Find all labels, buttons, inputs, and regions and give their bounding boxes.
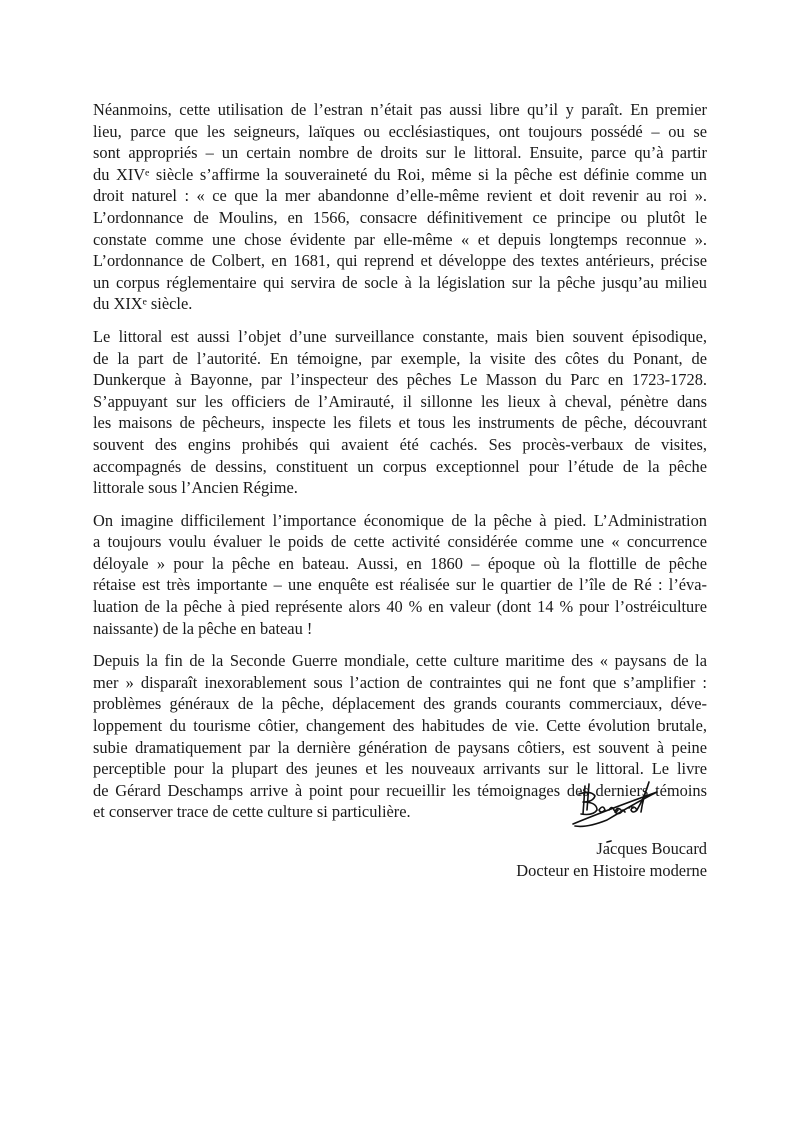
text-line: On imagine difficilement l’importance économique de la pêche à pied. L’Administration	[93, 510, 707, 530]
text-line: mer » disparaît inexorablement sous l’action de contraintes qui ne font que s’amplifier :	[93, 672, 707, 692]
text-line: déloyale » pour la pêche en bateau. Aussi, en 1860 – époque où la flottille de pêche	[93, 553, 707, 573]
text-line: loppement du tourisme côtier, changement des habitudes de vie. Cette évolution brutale,	[93, 716, 707, 736]
text-line: sont appropriés – un certain nombre de droits sur le littoral. Ensuite, parce qu’à partir	[93, 143, 707, 163]
text-line: problèmes généraux de la pêche, déplacement des grands courants commerciaux, déve-	[93, 694, 707, 714]
signatory-title: Docteur en Histoire moderne	[516, 860, 707, 880]
text-line: littorale sous l’Ancien Régime.	[93, 478, 298, 498]
text-line: et conserver trace de cette culture si particulière.	[93, 802, 411, 822]
paragraph-3	[93, 510, 707, 640]
text-line: L’ordonnance de Moulins, en 1566, consacre définitivement ce principe ou plutôt le	[93, 207, 707, 227]
text-line: constate comme une chose évidente par elle-même « et depuis longtemps reconnue ».	[93, 229, 707, 249]
text-line: Dunkerque à Bayonne, par l’inspecteur des pêches Le Masson du Parc en 1723-1728.	[93, 370, 707, 390]
text-line: S’appuyant sur les officiers de l’Amirauté, il sillonne les lieux à cheval, pénètre dans	[93, 391, 707, 411]
text-line: souvent des engins prohibés qui avaient été cachés. Ses procès-verbaux de visites,	[93, 434, 707, 454]
text-line: accompagnés de dessins, constituent un corpus exceptionnel pour l’étude de la pêche	[93, 456, 707, 476]
text-line: droit naturel : « ce que la mer abandonne d’elle-même revient et doit revenir au roi ».	[93, 186, 707, 206]
document-body	[93, 99, 707, 834]
text-line: Néanmoins, cette utilisation de l’estran n’était pas aussi libre qu’il y paraît. En premier	[93, 100, 707, 119]
text-line: subie dramatiquement par la dernière génération de paysans côtiers, est souvent à peine	[93, 737, 707, 757]
text-line: les maisons de pêcheurs, inspecte les filets et tous les instruments de pêche, découvrant	[93, 413, 707, 433]
signatory-name: Jacques Boucard	[596, 839, 707, 858]
text-line: L’ordonnance de Colbert, en 1681, qui reprend et développe des textes antérieurs, précise	[93, 251, 707, 271]
text-line: du XIXᵉ siècle.	[93, 294, 193, 314]
text-line: rétaise est très importante – une enquête est réalisée sur le quartier de l’île de Ré : l’éva-	[93, 575, 707, 595]
text-line: Depuis la fin de la Seconde Guerre mondiale, cette culture maritime des « paysans de la	[93, 651, 707, 671]
paragraph-1	[93, 99, 707, 315]
text-line: perceptible pour la plupart des jeunes et les nouveaux arrivants sur le littoral. Le livre	[93, 759, 707, 779]
text-line: luation de la pêche à pied représente alors 40 % en valeur (dont 14 % pour l’ostréiculture	[93, 597, 707, 617]
text-line: Le littoral est aussi l’objet d’une surveillance constante, mais bien souvent épisodique,	[93, 326, 707, 346]
text-line: de Gérard Deschamps arrive à point pour recueillir les témoignages des derniers témoins	[93, 780, 707, 800]
text-line: a toujours voulu évaluer le poids de cette activité considérée comme une « concurrence	[93, 532, 707, 552]
paragraph-2	[93, 326, 707, 499]
text-line: un corpus réglementaire qui servira de socle à la législation sur la pêche jusqu’au milieu	[93, 272, 707, 292]
text-line: naissante) de la pêche en bateau !	[93, 618, 313, 638]
text-line: du XIVᵉ siècle s’affirme la souveraineté du Roi, même si la pêche est définie comme un	[93, 164, 707, 184]
text-line: lieu, parce que les seigneurs, laïques ou ecclésiastiques, ont toujours possédé – ou se	[93, 121, 707, 141]
text-line: de la part de l’autorité. En témoigne, par exemple, la visite des côtes du Ponant, de	[93, 348, 707, 368]
